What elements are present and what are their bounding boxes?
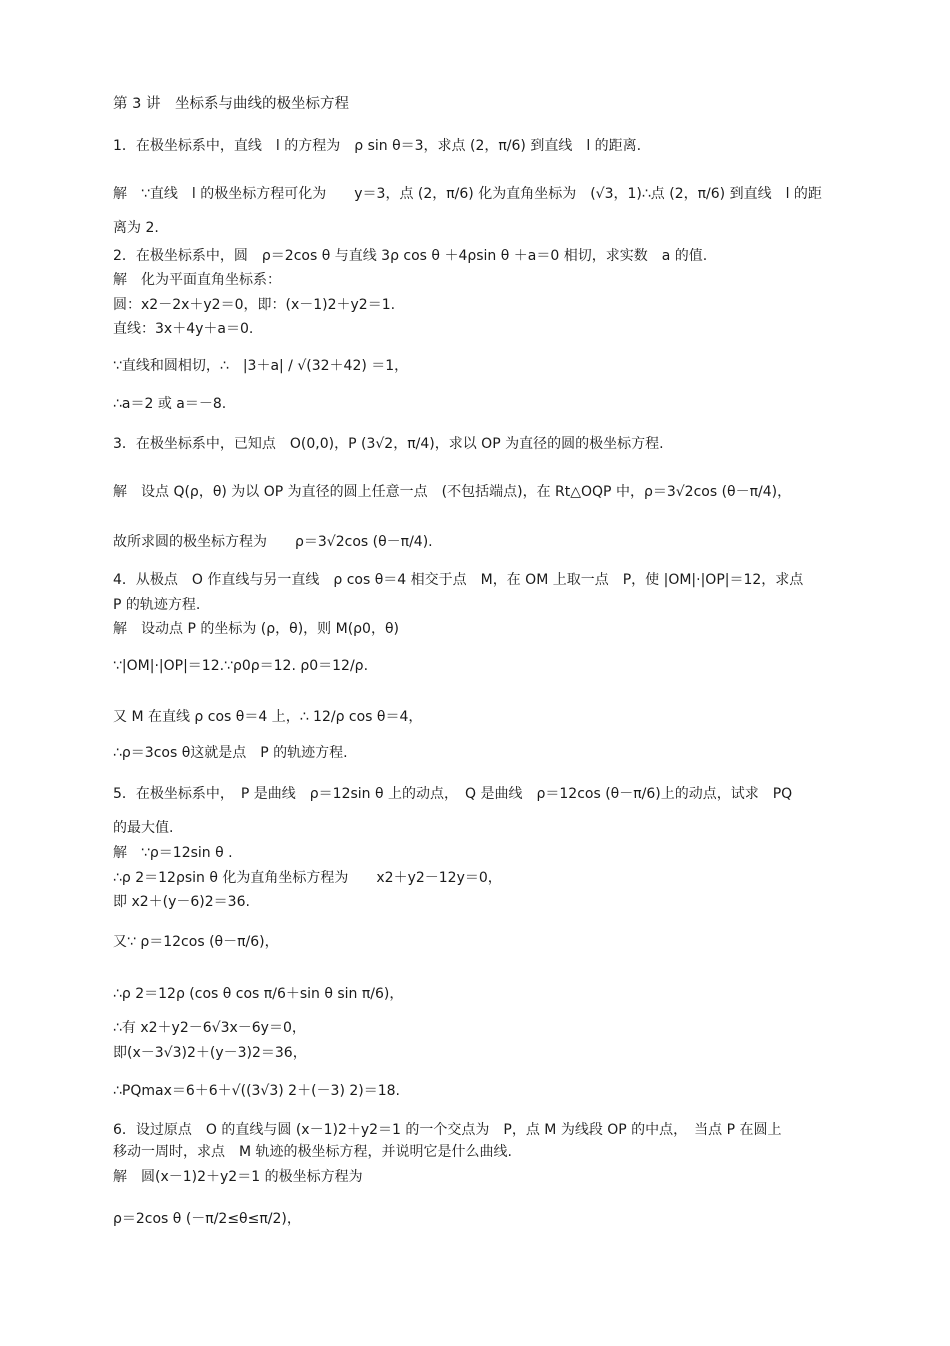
text-line: ∴ρ 2＝12ρsin θ 化为直角坐标方程为 x2＋y2－12y＝0， xyxy=(113,870,502,886)
text-line: ∵直线和圆相切，∴ |3＋a| / √(32＋42) ＝1， xyxy=(113,358,409,374)
text-line: ∴ρ 2＝12ρ (cos θ cos π/6＋sin θ sin π/6)， xyxy=(113,986,404,1002)
text-line: 移动一周时，求点 M 轨迹的极坐标方程，并说明它是什么曲线. xyxy=(113,1144,512,1160)
text-line: 4．从极点 O 作直线与另一直线 ρ cos θ＝4 相交于点 M，在 OM 上取一点 P，使 |OM|·|OP|＝12，求点 xyxy=(113,572,804,588)
text-line: 故所求圆的极坐标方程为 ρ＝3√2cos (θ－π/4). xyxy=(113,534,433,550)
text-line: ∴ρ＝3cos θ这就是点 P 的轨迹方程. xyxy=(113,745,348,761)
text-line: 6．设过原点 O 的直线与圆 (x－1)2＋y2＝1 的一个交点为 P，点 M 为线段 OP 的中点， 当点 P 在圆上 xyxy=(113,1122,782,1138)
text-line: 的最大值. xyxy=(113,820,174,836)
text-line: 直线：3x＋4y＋a＝0. xyxy=(113,321,254,337)
text-line: ∴有 x2＋y2－6√3x－6y＝0， xyxy=(113,1020,306,1036)
text-line: 即 x2＋(y－6)2＝36. xyxy=(113,894,250,910)
text-line: 5．在极坐标系中， P 是曲线 ρ＝12sin θ 上的动点， Q 是曲线 ρ＝12cos (θ－π/6)上的动点，试求 PQ xyxy=(113,786,793,802)
text-line: 解 圆(x－1)2＋y2＝1 的极坐标方程为 xyxy=(113,1169,363,1185)
text-line: 2．在极坐标系中，圆 ρ＝2cos θ 与直线 3ρ cos θ ＋4ρsin θ ＋a＝0 相切，求实数 a 的值. xyxy=(113,248,708,264)
text-line: ∴PQmax＝6＋6＋√((3√3) 2＋(－3) 2)＝18. xyxy=(113,1083,400,1099)
text-line: 解 设点 Q(ρ，θ) 为以 OP 为直径的圆上任意一点 (不包括端点)，在 Rt△OQP 中，ρ＝3√2cos (θ－π/4)， xyxy=(113,484,792,500)
text-line: ∴a＝2 或 a＝－8. xyxy=(113,396,227,412)
text-line: 1．在极坐标系中，直线 l 的方程为 ρ sin θ＝3，求点 (2，π/6) 到直线 l 的距离. xyxy=(113,138,642,154)
text-line: ∵|OM|·|OP|＝12.∵ρ0ρ＝12. ρ0＝12/ρ. xyxy=(113,658,369,674)
text-line: 解 设动点 P 的坐标为 (ρ，θ)，则 M(ρ0，θ) xyxy=(113,621,399,637)
text-line: 又∵ ρ＝12cos (θ－π/6)， xyxy=(113,934,279,950)
text-line: 解 ∵直线 l 的极坐标方程可化为 y＝3，点 (2，π/6) 化为直角坐标为 (√3，1)∴点 (2，π/6) 到直线 l 的距 xyxy=(113,186,822,202)
text-line: 即(x－3√3)2＋(y－3)2＝36， xyxy=(113,1045,307,1061)
text-line: 解 ∵ρ＝12sin θ . xyxy=(113,845,233,861)
text-line: 圆：x2－2x＋y2＝0，即：(x－1)2＋y2＝1. xyxy=(113,297,396,313)
text-line: 解 化为平面直角坐标系： xyxy=(113,272,281,288)
section-title: 第 3 讲 坐标系与曲线的极坐标方程 xyxy=(113,96,349,112)
text-line: 3．在极坐标系中，已知点 O(0,0)，P (3√2，π/4)，求以 OP 为直径的圆的极坐标方程. xyxy=(113,436,664,452)
text-line: 离为 2. xyxy=(113,220,159,236)
text-line: 又 M 在直线 ρ cos θ＝4 上，∴ 12/ρ cos θ＝4， xyxy=(113,709,423,725)
text-line: ρ＝2cos θ (－π/2≤θ≤π/2)， xyxy=(113,1211,301,1227)
text-line: P 的轨迹方程. xyxy=(113,597,201,613)
